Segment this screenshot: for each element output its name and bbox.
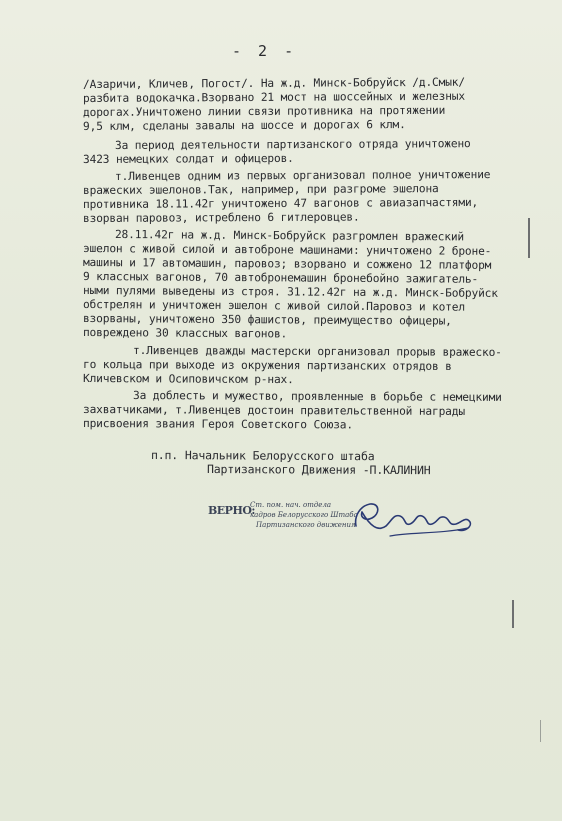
text-line: обстрелян и уничтожен эшелон с живой силой.Паровоз и котел: [82, 298, 466, 314]
text-line: эшелон с живой силой и автоброне машинами: уничтожено 2 бронe-: [82, 242, 492, 258]
text-line: машины и 17 автомашин, паровоз; взорвано и сожжено 12 платформ: [82, 256, 492, 272]
text-line: повреждено 30 классных вагонов.: [82, 326, 288, 341]
text-line: /Азаричи, Кличев, Погост/. На ж.д. Минск-Бобруйск /д.Смык/: [82, 75, 466, 91]
text-line: го кольца при выходе из окружения партизанских отрядов в: [82, 358, 452, 373]
text-line: присвоения звания Героя Советского Союза.: [82, 417, 354, 432]
margin-mark: [512, 600, 514, 628]
text-line: За период деятельности партизанского отряда уничтожено: [114, 137, 471, 152]
text-line: Кличевском и Осиповичском р-нах.: [82, 372, 294, 387]
text-line: противника 18.11.42г уничтожено 47 вагонов с авиазапчастями,: [82, 195, 479, 211]
signatory-name: Партизанского Движения -П.КАЛИНИН: [206, 462, 431, 478]
signatory-title: п.п. Начальник Белорусского штаба: [150, 448, 375, 464]
stamp-line: Ст. пом. нач. отдела: [250, 501, 332, 509]
text-line: т.Ливенцев дважды мастерски организовал прорыв вражеско-: [132, 344, 502, 359]
text-line: За доблесть и мужество, проявленные в борьбе с немецкими: [132, 389, 502, 404]
text-line: захватчиками, т.Ливенцев достоин правительственной награды: [82, 403, 465, 418]
stamp-line: Партизанского движения: [256, 521, 356, 529]
text-line: т.Ливенцев одним из первых организовал полное уничтожение: [114, 168, 491, 183]
text-line: ными пулями выведены из строя. 31.12.42г на ж.д. Минск-Бобруйск: [82, 284, 498, 300]
text-line: 9,5 клм, сделаны завалы на шоссе и дорогах 6 клм.: [82, 118, 406, 133]
text-line: 9 классных вагонов, 70 автобронемашин бронебойно зажигатель-: [82, 270, 479, 286]
stamp-line: кадров Белорусского Штаба: [250, 511, 358, 519]
text-line: 28.11.42г на ж.д. Минск-Бобруйск разгромлен вражеский: [114, 228, 465, 244]
page-number: - 2 -: [232, 42, 298, 60]
text-line: 3423 немецких солдат и офицеров.: [82, 151, 294, 166]
text-line: взорваны, уничтожено 350 фашистов, преимущество офицеры,: [82, 312, 452, 328]
text-line: вражеских эшелонов.Так, например, при разгроме эшелона: [82, 182, 439, 197]
text-line: разбита водокачка.Взорвано 21 мост на шоссейных и железных: [82, 89, 466, 105]
text-line: взорван паровоз, истреблено 6 гитлеровцев.: [82, 210, 360, 225]
text-line: дорогах.Уничтожено линии связи противника на протяжении: [82, 103, 446, 119]
margin-mark: [528, 218, 530, 258]
verification-stamp: [206, 498, 366, 546]
margin-mark: [540, 720, 541, 742]
handwritten-signature: [350, 496, 480, 546]
stamp-heading: ВЕРНО:: [208, 504, 255, 517]
